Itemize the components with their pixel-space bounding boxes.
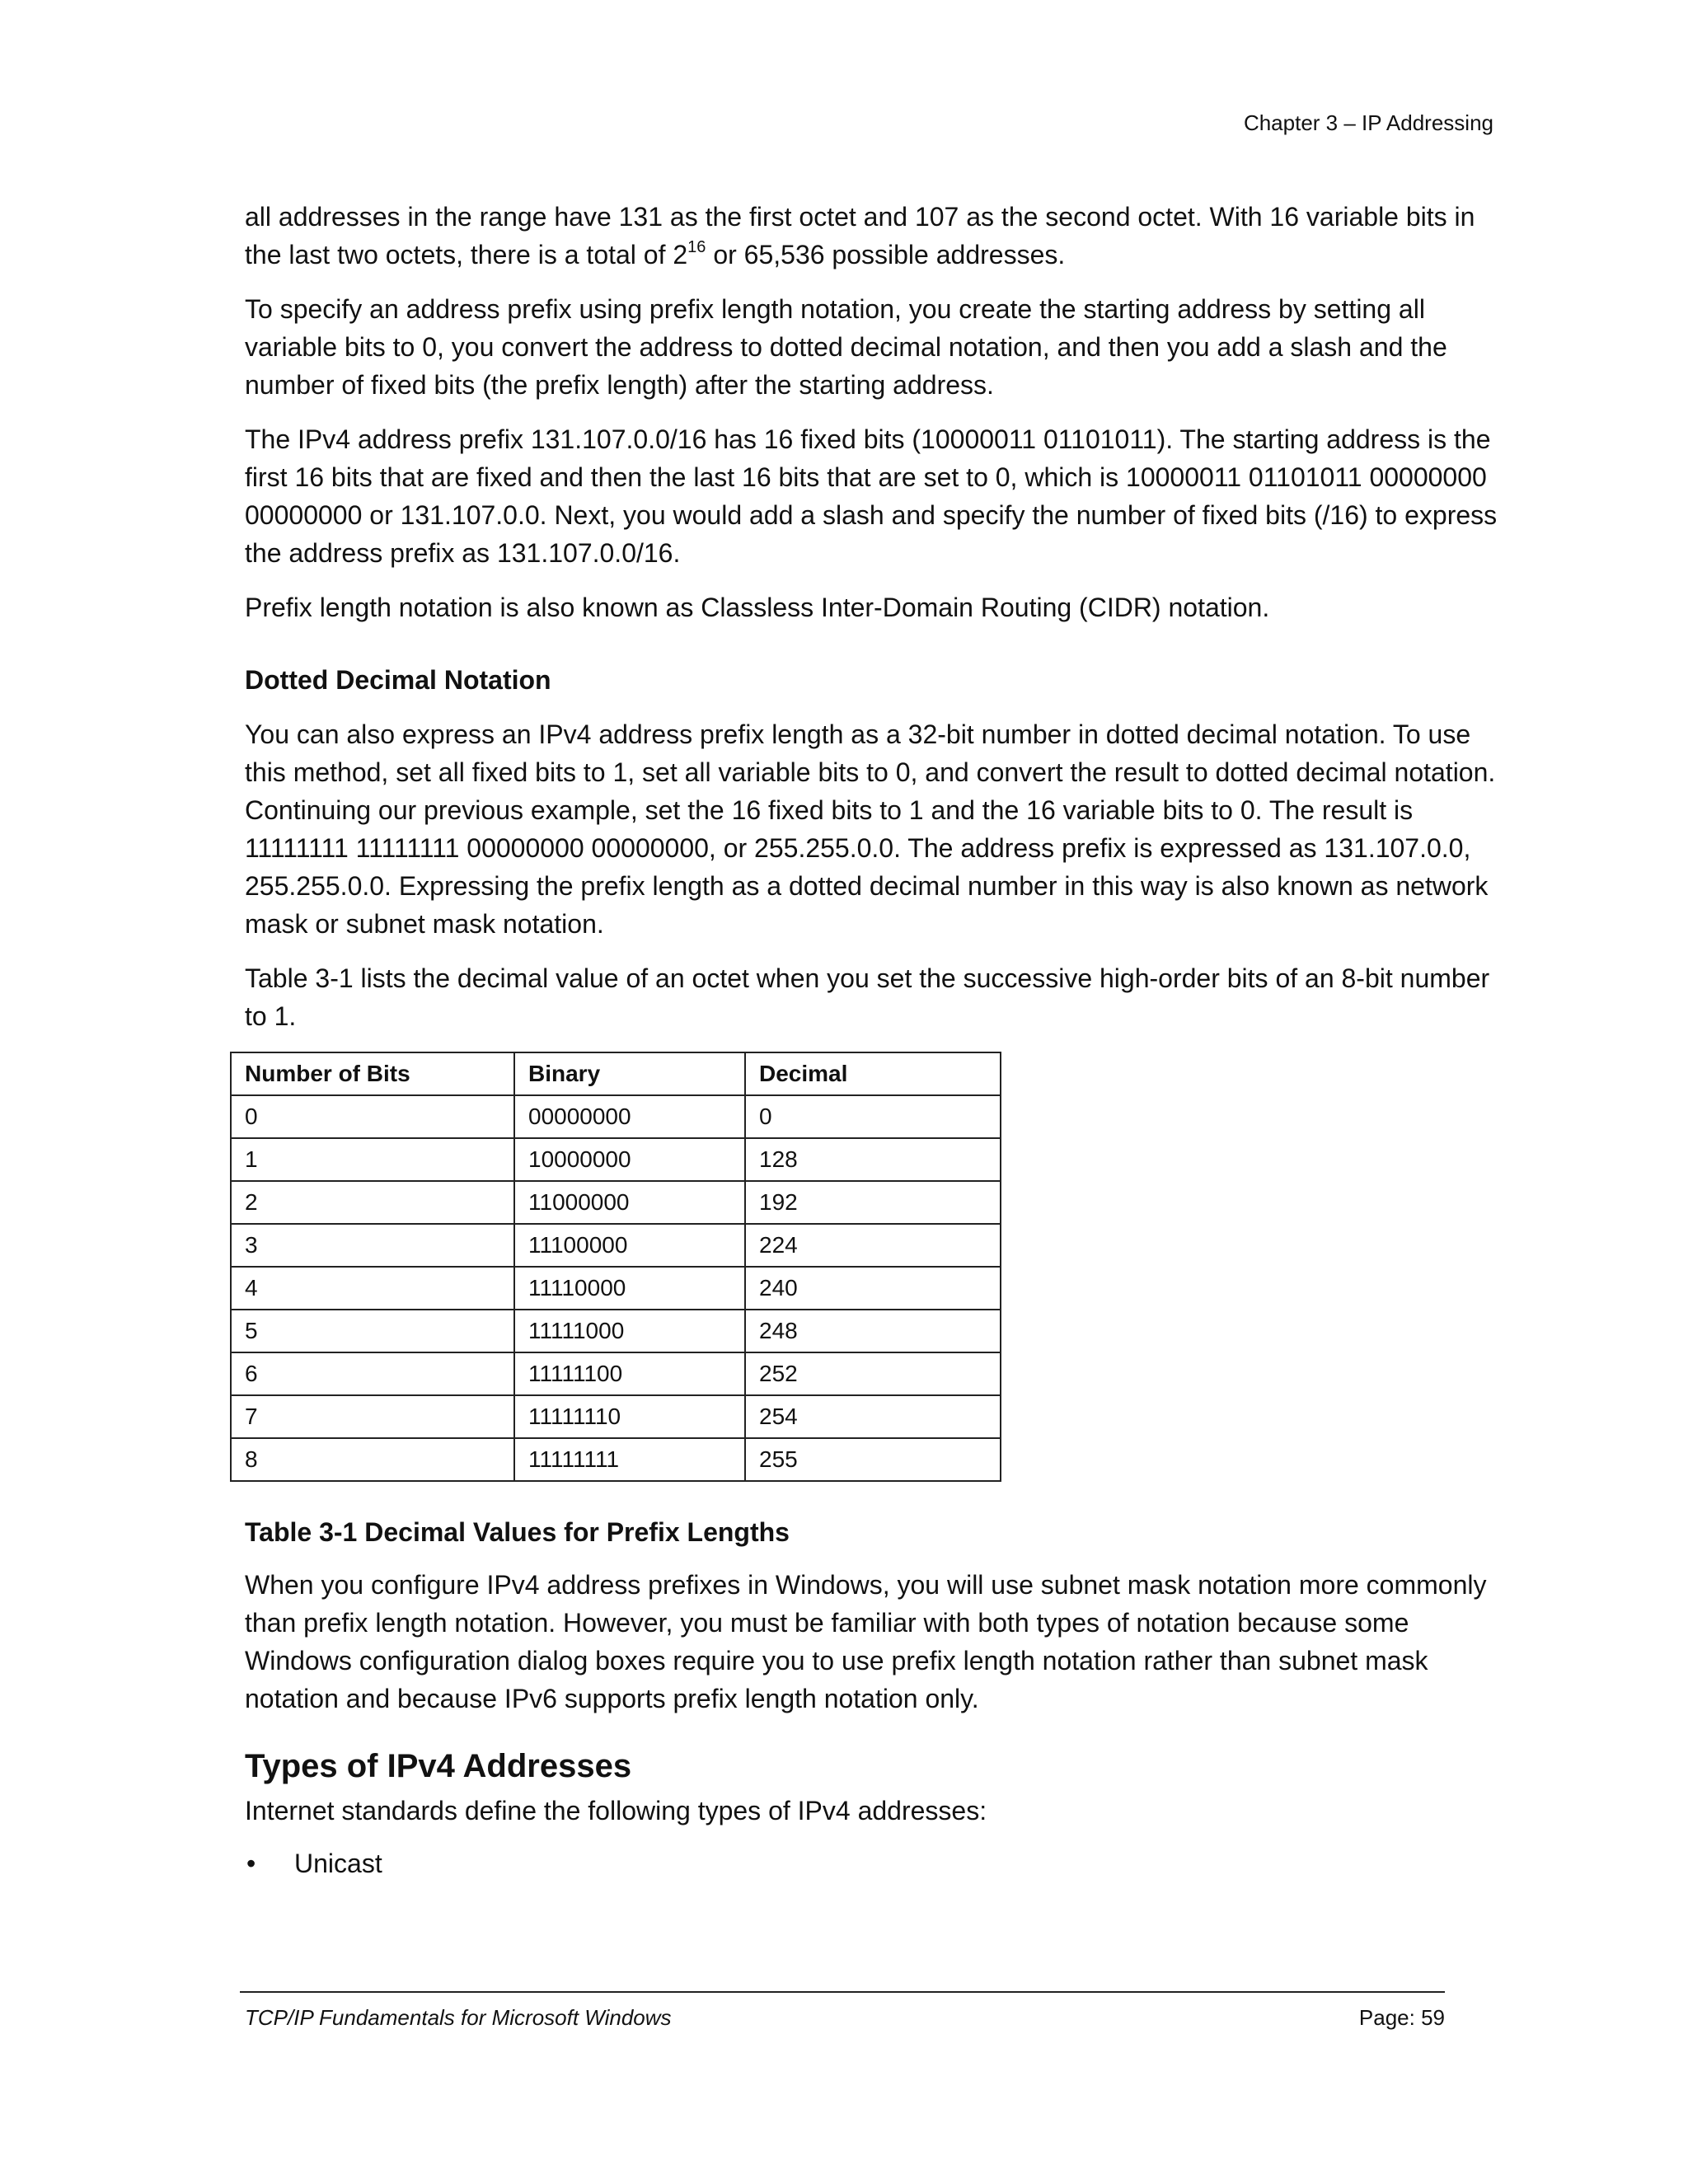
table-cell: 1: [231, 1138, 514, 1181]
footer-book-title: TCP/IP Fundamentals for Microsoft Windows: [245, 2005, 672, 2030]
superscript-exponent: 16: [687, 238, 706, 256]
table-cell: 00000000: [514, 1095, 745, 1138]
column-header: Number of Bits: [231, 1052, 514, 1095]
table-cell: 240: [745, 1267, 1001, 1310]
table-row: [231, 1138, 1001, 1181]
paragraph-address-range: [245, 198, 1498, 274]
page-content: [245, 198, 1498, 1882]
address-types-list: [245, 1844, 1498, 1882]
paragraph-table-intro: Table 3-1 lists the decimal value of an octet when you set the successive high-order bits of an 8-bit number to 1.: [245, 963, 1490, 1031]
table-row: [231, 1310, 1001, 1352]
paragraph-prefix-length-notation: To specify an address prefix using prefix length notation, you create the starting address by setting all variable bits to 0, you convert the address to dotted decimal notation, and then you add a slash and the number of fixed bits (the prefix length) after the starting address.: [245, 294, 1447, 400]
table-cell: 252: [745, 1352, 1001, 1395]
table-cell: 11100000: [514, 1224, 745, 1267]
table-cell: 254: [745, 1395, 1001, 1438]
table-cell: 255: [745, 1438, 1001, 1481]
table-cell: 11111111: [514, 1438, 745, 1481]
table-cell: 248: [745, 1310, 1001, 1352]
table-cell: 2: [231, 1181, 514, 1224]
table-row: [231, 1224, 1001, 1267]
paragraph-text: or 65,536 possible addresses.: [706, 240, 1066, 269]
prefix-length-table: [230, 1052, 1001, 1482]
table-row: [231, 1395, 1001, 1438]
table-cell: 11110000: [514, 1267, 745, 1310]
table-cell: 4: [231, 1267, 514, 1310]
paragraph-windows-notation: When you configure IPv4 address prefixes in Windows, you will use subnet mask notation more commonly than prefix length notation. However, you must be familiar with both types of notation because some Windows configuration dialog boxes require you to use prefix length notation rather than subnet mask notation and because IPv6 supports prefix length notation only.: [245, 1570, 1487, 1713]
running-header: Chapter 3 – IP Addressing: [1243, 110, 1493, 135]
table-cell: 11111100: [514, 1352, 745, 1395]
column-header: Binary: [514, 1052, 745, 1095]
table-cell: 6: [231, 1352, 514, 1395]
bullet-icon: •: [246, 1849, 256, 1878]
table-row: [231, 1352, 1001, 1395]
table-caption: Table 3-1 Decimal Values for Prefix Lengths: [245, 1517, 790, 1547]
table-cell: 224: [745, 1224, 1001, 1267]
table-cell: 128: [745, 1138, 1001, 1181]
paragraph-prefix-example: The IPv4 address prefix 131.107.0.0/16 has 16 fixed bits (10000011 01101011). The starting address is the first 16 bits that are fixed and then the last 16 bits that are set to 0, which is 10000011 01101011 00000000 00000000 or 131.107.0.0. Next, you would add a slash and specify the number of fixed bits (/16) to express the address prefix as 131.107.0.0/16.: [245, 424, 1498, 568]
subheading-dotted-decimal: Dotted Decimal Notation: [245, 665, 551, 695]
footer-page-number: Page: 59: [1358, 2005, 1445, 2030]
footer-divider: [240, 1991, 1445, 1993]
table-cell: 192: [745, 1181, 1001, 1224]
table-cell: 11000000: [514, 1181, 745, 1224]
table-row: [231, 1438, 1001, 1481]
paragraph-text: all addresses in the range have 131 as the first octet and 107 as the second octet. With 16 variable bits in the last two octets, there is a total of 2: [245, 202, 1475, 269]
table-cell: 11111000: [514, 1310, 745, 1352]
table-cell: 10000000: [514, 1138, 745, 1181]
table-row: [231, 1181, 1001, 1224]
table-header-row: [231, 1052, 1001, 1095]
column-header: Decimal: [745, 1052, 1001, 1095]
section-heading-ipv4-types: Types of IPv4 Addresses: [245, 1748, 632, 1784]
paragraph-dotted-decimal: You can also express an IPv4 address prefix length as a 32-bit number in dotted decimal notation. To use this method, set all fixed bits to 1, set all variable bits to 0, and convert the result to dotted decimal notation. Continuing our previous example, set the 16 fixed bits to 1 and the 16 variable bits to 0. The result is 11111111 11111111 00000000 00000000, or 255.255.0.0. The address prefix is expressed as 131.107.0.0, 255.255.0.0. Expressing the prefix length as a dotted decimal number in this way is also known as network mask or subnet mask notation.: [245, 719, 1496, 939]
paragraph-types-intro: Internet standards define the following types of IPv4 addresses:: [245, 1796, 987, 1825]
table-cell: 0: [231, 1095, 514, 1138]
table-row: [231, 1095, 1001, 1138]
table-cell: 11111110: [514, 1395, 745, 1438]
table-cell: 8: [231, 1438, 514, 1481]
table-row: [231, 1267, 1001, 1310]
list-item-label: Unicast: [294, 1849, 382, 1878]
table-cell: 3: [231, 1224, 514, 1267]
list-item: [245, 1844, 1498, 1882]
table-cell: 0: [745, 1095, 1001, 1138]
table-cell: 7: [231, 1395, 514, 1438]
table-cell: 5: [231, 1310, 514, 1352]
paragraph-cidr: Prefix length notation is also known as Classless Inter-Domain Routing (CIDR) notation.: [245, 593, 1270, 622]
